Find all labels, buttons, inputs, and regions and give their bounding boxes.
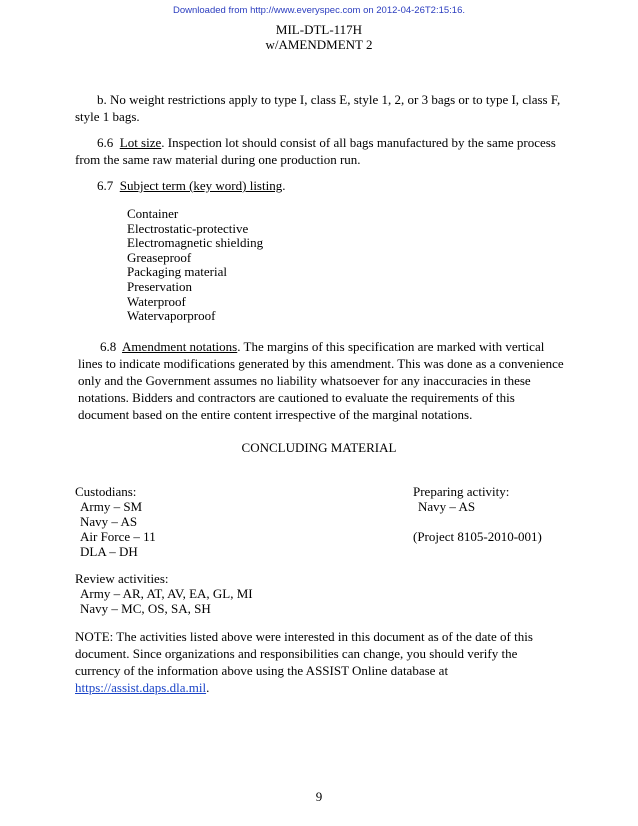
custodian-item: Army – SM <box>80 499 143 514</box>
amendment-label: w/AMENDMENT 2 <box>265 37 373 52</box>
review-activity-item: Navy – MC, OS, SA, SH <box>80 601 211 616</box>
paragraph-6-8-number: 6.8 <box>100 339 117 354</box>
custodians-block <box>75 484 156 559</box>
paragraph-6-7 <box>75 177 563 194</box>
keyword-item: Container <box>127 206 179 221</box>
paragraph-6-6-text: . Inspection lot should consist of all bags manufactured by the same process from the same raw material during one production run. <box>75 135 556 167</box>
custodians-label: Custodians: <box>75 484 137 499</box>
paragraph-6-6 <box>75 134 563 168</box>
preparing-activity-block <box>413 484 542 544</box>
paragraph-6-7-number: 6.7 <box>97 178 114 193</box>
paragraph-6-8 <box>78 338 564 423</box>
document-header <box>0 22 638 52</box>
review-activities-label: Review activities: <box>75 571 169 586</box>
note-paragraph <box>75 628 565 696</box>
keyword-list <box>127 207 263 324</box>
project-number: (Project 8105-2010-001) <box>413 529 542 544</box>
preparing-activity-value: Navy – AS <box>418 499 476 514</box>
download-watermark: Downloaded from http://www.everyspec.com on 2012-04-26T2:15:16. <box>172 5 466 16</box>
page-number: 9 <box>315 789 323 804</box>
paragraph-6-7-suffix: . <box>282 178 286 193</box>
paragraph-6-8-title: Amendment notations <box>122 339 238 354</box>
document-id: MIL-DTL-117H <box>275 22 363 37</box>
custodian-item: DLA – DH <box>80 544 138 559</box>
review-activity-item: Army – AR, AT, AV, EA, GL, MI <box>80 586 253 601</box>
preparing-activity-label: Preparing activity: <box>413 484 510 499</box>
keyword-item: Electromagnetic shielding <box>127 235 264 251</box>
keyword-item: Packaging material <box>127 264 227 280</box>
paragraph-b <box>75 91 563 125</box>
keyword-item: Waterproof <box>127 293 186 309</box>
keyword-item: Electrostatic-protective <box>127 220 249 236</box>
keyword-item: Preservation <box>127 278 192 294</box>
paragraph-6-6-number: 6.6 <box>97 135 114 150</box>
paragraph-6-6-title: Lot size <box>119 135 162 150</box>
note-suffix: . <box>206 680 210 695</box>
review-activities-block <box>75 571 253 616</box>
paragraph-6-8-text: . The margins of this specification are marked with vertical lines to indicate modifications generated by this amendment. This was done as a convenience only and the Government assumes no liability whatsoever for any inaccuracies in these notations. Bidders and contractors are cautioned to evaluate the requirements of this document based on the entire content irrespective of the marginal notations. <box>78 339 564 422</box>
concluding-material-heading: CONCLUDING MATERIAL <box>241 440 397 455</box>
custodian-item: Air Force – 11 <box>80 529 156 544</box>
keyword-item: Watervaporproof <box>127 308 216 324</box>
assist-database-link[interactable]: https://assist.daps.dla.mil <box>75 680 207 695</box>
custodian-item: Navy – AS <box>80 514 138 529</box>
keyword-item: Greaseproof <box>127 249 192 265</box>
note-text: NOTE: The activities listed above were interested in this document as of the date of this document. Since organizations and responsibilities can change, you should verify the currency of the information above using the ASSIST Online database at <box>75 629 533 678</box>
paragraph-6-7-title: Subject term (key word) listing <box>119 178 283 193</box>
paragraph-b-text: b. No weight restrictions apply to type I, class E, style 1, 2, or 3 bags or to type I, class F, style 1 bags. <box>75 92 561 124</box>
